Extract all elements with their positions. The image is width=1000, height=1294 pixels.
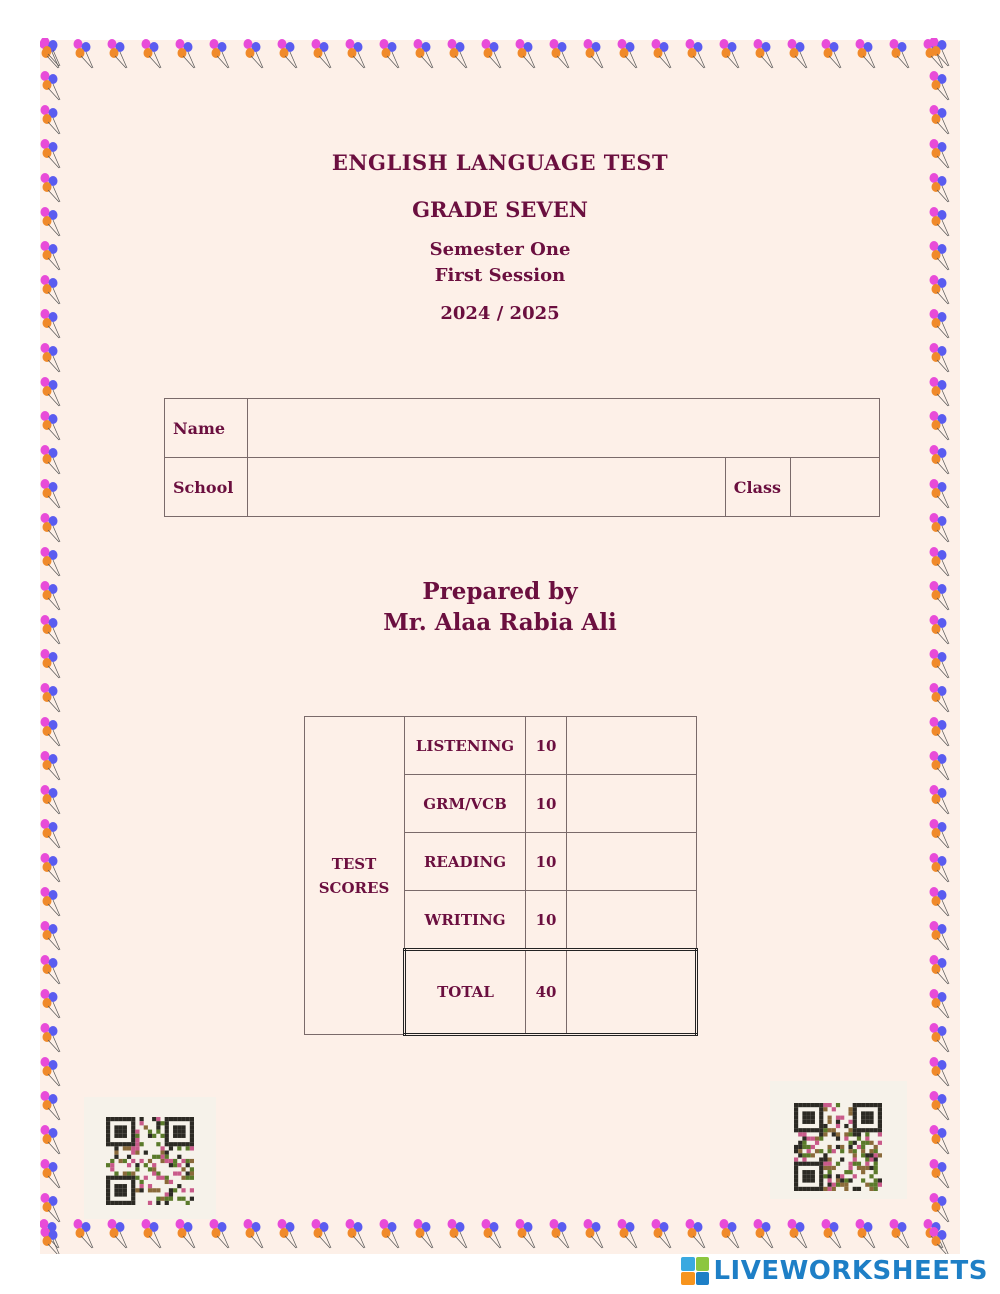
balloon-icon	[930, 513, 950, 542]
balloon-icon	[930, 853, 950, 882]
balloon-icon	[142, 1219, 162, 1248]
balloon-icon	[448, 1219, 468, 1248]
balloon-icon	[754, 39, 774, 68]
qr-code-right	[770, 1081, 907, 1199]
balloon-icon	[414, 1219, 434, 1248]
balloon-icon	[41, 377, 61, 406]
session-text: First Session	[434, 265, 566, 286]
score-max-grammar: 10	[526, 775, 567, 833]
balloon-icon	[584, 39, 604, 68]
school-year: 2024 / 2025	[440, 303, 560, 324]
semester-session	[0, 237, 1000, 289]
watermark-text: LIVEWORKSHEETS	[713, 1256, 988, 1286]
balloon-icon	[210, 1219, 230, 1248]
balloon-icon	[930, 343, 950, 372]
balloon-icon	[41, 921, 61, 950]
score-max-writing: 10	[526, 891, 567, 950]
balloon-icon	[754, 1219, 774, 1248]
score-section-reading: READING	[405, 833, 526, 891]
balloon-icon	[930, 1159, 950, 1188]
class-field[interactable]	[790, 458, 879, 517]
balloon-icon	[584, 1219, 604, 1248]
score-max-reading: 10	[526, 833, 567, 891]
balloon-icon	[618, 39, 638, 68]
balloon-icon	[244, 1219, 264, 1248]
balloon-icon	[788, 39, 808, 68]
balloon-icon	[41, 1125, 61, 1154]
balloon-icon	[930, 377, 950, 406]
balloon-icon	[930, 1091, 950, 1120]
balloon-icon	[930, 955, 950, 984]
qr-code-left	[84, 1097, 216, 1219]
balloon-icon	[41, 785, 61, 814]
balloon-icon	[41, 649, 61, 678]
score-field-grammar[interactable]	[567, 775, 697, 833]
score-field-listening[interactable]	[567, 717, 697, 775]
prepared-by	[0, 576, 1000, 638]
balloon-icon	[41, 853, 61, 882]
liveworksheets-logo-icon	[681, 1257, 709, 1285]
student-info-table	[164, 398, 880, 517]
balloon-icon	[930, 649, 950, 678]
balloon-icon	[41, 547, 61, 576]
balloon-border-top	[40, 38, 960, 74]
balloon-icon	[41, 479, 61, 508]
prepared-label: Prepared by	[422, 578, 578, 605]
score-section-grammar: GRM/VCB	[405, 775, 526, 833]
test-scores-label-line1: TEST	[331, 854, 377, 873]
balloon-icon	[930, 105, 950, 134]
balloon-icon	[312, 1219, 332, 1248]
score-field-reading[interactable]	[567, 833, 697, 891]
balloon-icon	[930, 1193, 950, 1222]
balloon-icon	[550, 39, 570, 68]
balloon-icon	[41, 683, 61, 712]
balloon-icon	[41, 955, 61, 984]
balloon-icon	[210, 39, 230, 68]
worksheet-page	[40, 40, 960, 1254]
balloon-icon	[550, 1219, 570, 1248]
balloon-icon	[41, 513, 61, 542]
score-max-listening: 10	[526, 717, 567, 775]
balloon-icon	[244, 39, 264, 68]
balloon-icon	[930, 1057, 950, 1086]
balloon-icon	[278, 1219, 298, 1248]
balloon-icon	[930, 751, 950, 780]
balloon-icon	[74, 1219, 94, 1248]
balloon-icon	[41, 445, 61, 474]
balloon-icon	[930, 887, 950, 916]
balloon-icon	[516, 39, 536, 68]
balloon-icon	[41, 751, 61, 780]
balloon-icon	[930, 479, 950, 508]
balloon-icon	[930, 717, 950, 746]
balloon-icon	[822, 39, 842, 68]
balloon-icon	[41, 343, 61, 372]
score-section-listening: LISTENING	[405, 717, 526, 775]
class-label: Class	[725, 458, 790, 517]
balloon-icon	[516, 1219, 536, 1248]
balloon-icon	[482, 39, 502, 68]
balloon-icon	[930, 445, 950, 474]
balloon-icon	[686, 39, 706, 68]
balloon-icon	[930, 1227, 950, 1254]
balloon-icon	[930, 547, 950, 576]
balloon-icon	[346, 1219, 366, 1248]
qr-code-icon	[770, 1081, 907, 1199]
balloon-icon	[41, 1023, 61, 1052]
balloon-icon	[930, 921, 950, 950]
balloon-icon	[930, 683, 950, 712]
balloon-icon	[41, 411, 61, 440]
test-scores-table	[304, 716, 698, 1036]
balloon-icon	[176, 1219, 196, 1248]
school-field[interactable]	[248, 458, 726, 517]
balloon-icon	[720, 1219, 740, 1248]
balloon-icon	[41, 1057, 61, 1086]
balloon-icon	[278, 39, 298, 68]
balloon-icon	[618, 1219, 638, 1248]
balloon-icon	[41, 38, 61, 66]
score-section-writing: WRITING	[405, 891, 526, 950]
balloon-icon	[108, 39, 128, 68]
balloon-icon	[930, 989, 950, 1018]
balloon-icon	[346, 39, 366, 68]
school-label: School	[165, 458, 248, 517]
grade-heading: GRADE SEVEN	[412, 197, 588, 222]
balloon-icon	[856, 1219, 876, 1248]
balloon-icon	[930, 38, 950, 66]
balloon-icon	[930, 71, 950, 100]
balloon-icon	[720, 39, 740, 68]
liveworksheets-watermark[interactable]	[681, 1256, 988, 1286]
test-scores-label-line2: SCORES	[318, 878, 390, 897]
score-section-total: TOTAL	[405, 950, 526, 1035]
balloon-icon	[686, 1219, 706, 1248]
name-field[interactable]	[248, 399, 880, 458]
balloon-icon	[448, 39, 468, 68]
author-name: Mr. Alaa Rabia Ali	[383, 609, 617, 636]
balloon-icon	[482, 1219, 502, 1248]
balloon-icon	[41, 1159, 61, 1188]
balloon-icon	[930, 785, 950, 814]
balloon-icon	[41, 1227, 61, 1254]
balloon-icon	[788, 1219, 808, 1248]
balloon-border-bottom	[40, 1218, 960, 1254]
qr-code-icon	[84, 1097, 216, 1219]
score-max-total: 40	[526, 950, 567, 1035]
balloon-icon	[74, 39, 94, 68]
balloon-icon	[890, 1219, 910, 1248]
balloon-icon	[856, 39, 876, 68]
balloon-icon	[41, 1091, 61, 1120]
semester-text: Semester One	[429, 239, 571, 260]
balloon-icon	[41, 819, 61, 848]
balloon-icon	[108, 1219, 128, 1248]
balloon-icon	[41, 989, 61, 1018]
balloon-icon	[41, 717, 61, 746]
balloon-icon	[41, 887, 61, 916]
balloon-icon	[41, 1193, 61, 1222]
balloon-icon	[822, 1219, 842, 1248]
balloon-icon	[41, 71, 61, 100]
balloon-icon	[176, 39, 196, 68]
balloon-icon	[312, 39, 332, 68]
balloon-icon	[652, 39, 672, 68]
test-scores-label	[305, 717, 405, 1035]
balloon-icon	[380, 1219, 400, 1248]
balloon-icon	[930, 1125, 950, 1154]
balloon-icon	[930, 819, 950, 848]
balloon-icon	[930, 1023, 950, 1052]
balloon-icon	[142, 39, 162, 68]
score-field-writing[interactable]	[567, 891, 697, 950]
balloon-icon	[380, 39, 400, 68]
balloon-icon	[414, 39, 434, 68]
balloon-icon	[930, 411, 950, 440]
name-label: Name	[165, 399, 248, 458]
balloon-icon	[41, 105, 61, 134]
balloon-icon	[652, 1219, 672, 1248]
score-field-total[interactable]	[567, 950, 697, 1035]
test-title: ENGLISH LANGUAGE TEST	[331, 150, 669, 175]
balloon-icon	[890, 39, 910, 68]
